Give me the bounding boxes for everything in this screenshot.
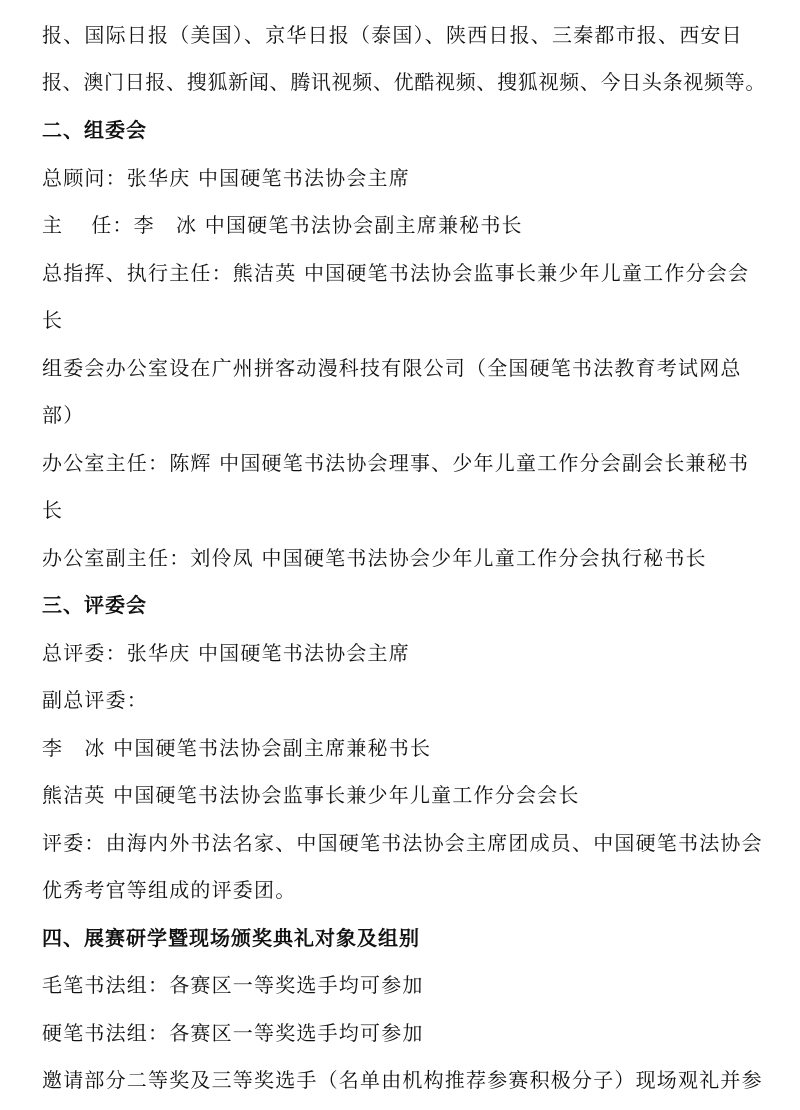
office-deputy-line: 办公室副主任：刘伶凤 中国硬笔书法协会少年儿童工作分会执行秘书长 <box>42 546 707 570</box>
office-line-2: 部） <box>42 403 85 427</box>
office-head-line-2: 长 <box>42 498 64 522</box>
commander-line-1: 总指挥、执行主任：熊洁英 中国硬笔书法协会监事长兼少年儿童工作分会会 <box>42 261 750 285</box>
brush-group-line: 毛笔书法组：各赛区一等奖选手均可参加 <box>42 973 424 997</box>
deputy-judge-1: 李 冰 中国硬笔书法协会副主席兼秘书长 <box>42 736 432 760</box>
office-line-1: 组委会办公室设在广州拼客动漫科技有限公司（全国硬笔书法教育考试网总 <box>42 356 742 380</box>
media-list-line-2: 报、澳门日报、搜狐新闻、腾讯视频、优酷视频、搜狐视频、今日头条视频等。 <box>42 70 766 94</box>
deputy-judge-2: 熊洁英 中国硬笔书法协会监事长兼少年儿童工作分会会长 <box>42 783 580 807</box>
media-list-line-1: 报、国际日报（美国）、京华日报（泰国）、陕西日报、三秦都市报、西安日 <box>42 23 743 47</box>
office-head-line-1: 办公室主任：陈辉 中国硬笔书法协会理事、少年儿童工作分会副会长兼秘书 <box>42 451 750 475</box>
director-line <box>42 212 766 238</box>
invite-line-1: 邀请部分二等奖及三等奖选手（名单由机构推荐参赛积极分子）现场观礼并参 <box>42 1068 763 1092</box>
judges-line-1: 评委：由海内外书法名家、中国硬笔书法协会主席团成员、中国硬笔书法协会 <box>42 831 763 855</box>
director-label: 主 <box>42 213 64 237</box>
pen-group-line: 硬笔书法组：各赛区一等奖选手均可参加 <box>42 1021 424 1045</box>
chief-judge-line: 总评委：张华庆 中国硬笔书法协会主席 <box>42 641 410 665</box>
section-heading-judging-committee: 三、评委会 <box>42 593 147 617</box>
section-heading-participants: 四、展赛研学暨现场颁奖典礼对象及组别 <box>42 926 420 950</box>
section-heading-organizing-committee: 二、组委会 <box>42 118 147 142</box>
director-rest: 任：李 冰 中国硬笔书法协会副主席兼秘书长 <box>91 213 523 237</box>
deputy-judges-label: 副总评委： <box>42 688 148 712</box>
consultant-line: 总顾问：张华庆 中国硬笔书法协会主席 <box>42 166 410 190</box>
commander-line-2: 长 <box>42 308 64 332</box>
judges-line-2: 优秀考官等组成的评委团。 <box>42 878 297 902</box>
